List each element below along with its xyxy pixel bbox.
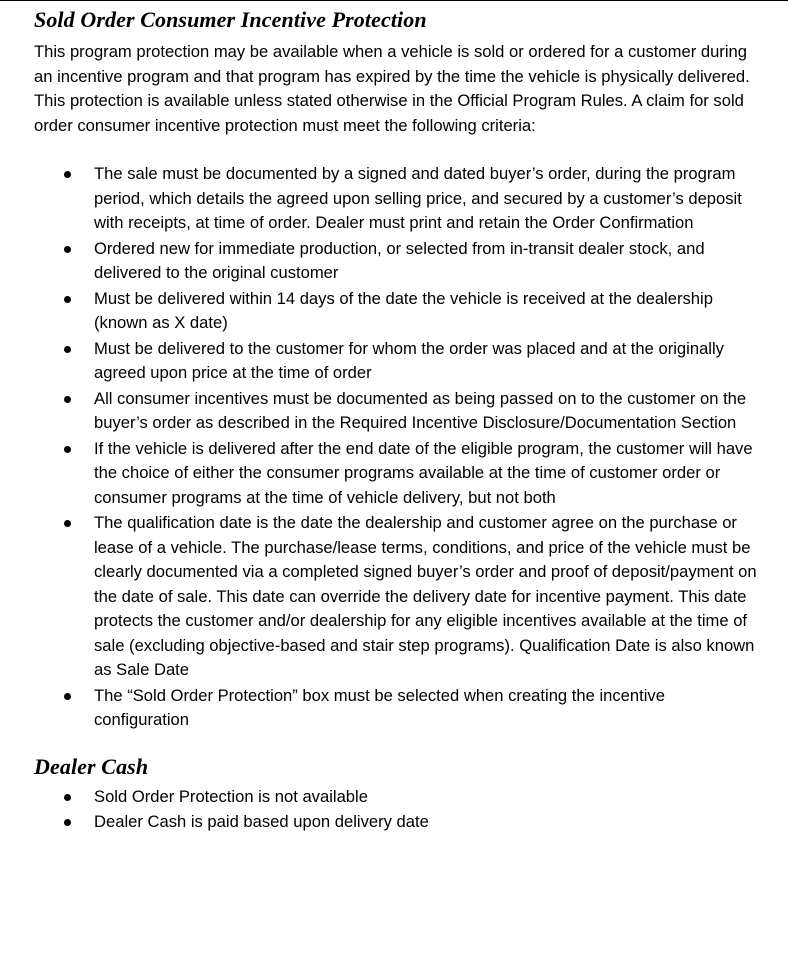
list-item-text: Dealer Cash is paid based upon delivery date [94, 812, 429, 831]
list-item [34, 785, 762, 810]
section-heading-sold-order: Sold Order Consumer Incentive Protection [34, 7, 427, 32]
bullet-icon [64, 246, 71, 253]
bullet-icon [64, 446, 71, 453]
bullet-icon [64, 520, 71, 527]
list-item [34, 511, 762, 683]
list-item [34, 337, 762, 386]
list-item-text: The “Sold Order Protection” box must be selected when creating the incentive configuration [94, 685, 665, 729]
dealer-cash-list [34, 785, 764, 835]
list-item-text: Sold Order Protection is not available [94, 786, 368, 806]
list-item-text: The sale must be documented by a signed and dated buyer’s order, during the program period, which details the agreed upon selling price, and secured by a customer’s deposit with receipts, at time of order. Dealer must print and retain the Order Confirmation [94, 164, 742, 232]
top-rule [0, 0, 788, 1]
list-item [34, 387, 762, 436]
list-item-text: All consumer incentives must be documented as being passed on to the customer on the buyer’s order as described in the Required Incentive Disclosure/Documentation Section [94, 388, 747, 432]
list-item-text: Must be delivered within 14 days of the date the vehicle is received at the dealership (known as X date) [94, 288, 713, 332]
list-item-text: The qualification date is the date the dealership and customer agree on the purchase or lease of a vehicle. The purchase/lease terms, conditions, and price of the vehicle must be clearly documented via a completed signed buyer’s order and proof of deposit/payment on the date of sale. This date can override the delivery date for incentive payment. This date protects the customer and/or dealership for any eligible incentives available at the time of sale (excluding objective-based and stair step programs). Qualification Date is also known as Sale Date [94, 513, 757, 679]
list-item-text: Must be delivered to the customer for whom the order was placed and at the originally agreed upon price at the time of order [94, 338, 724, 382]
list-item [34, 437, 762, 511]
bullet-icon [64, 346, 71, 353]
document-page [34, 6, 764, 836]
list-item [34, 287, 762, 336]
bullet-icon [64, 819, 71, 826]
section-heading-dealer-cash: Dealer Cash [34, 753, 149, 779]
list-item [34, 162, 762, 236]
list-item [34, 810, 762, 835]
bullet-icon [64, 794, 71, 801]
list-item-text: Ordered new for immediate production, or selected from in-transit dealer stock, and delivered to the original customer [94, 238, 705, 282]
list-item [34, 237, 762, 286]
list-item-text: If the vehicle is delivered after the end date of the eligible program, the customer will have the choice of either the consumer programs available at the time of customer order or consumer programs at the time of vehicle delivery, but not both [94, 438, 753, 507]
bullet-icon [64, 296, 71, 303]
intro-paragraph: This program protection may be available when a vehicle is sold or ordered for a customer during an incentive program and that program has expired by the time the vehicle is physically delivered. This protection is available unless stated otherwise in the Official Program Rules. A claim for sold order consumer incentive protection must meet the following criteria: [34, 42, 750, 135]
bullet-icon [64, 693, 71, 700]
criteria-list [34, 162, 764, 733]
bullet-icon [64, 396, 71, 403]
list-item [34, 684, 762, 733]
bullet-icon [64, 171, 71, 178]
